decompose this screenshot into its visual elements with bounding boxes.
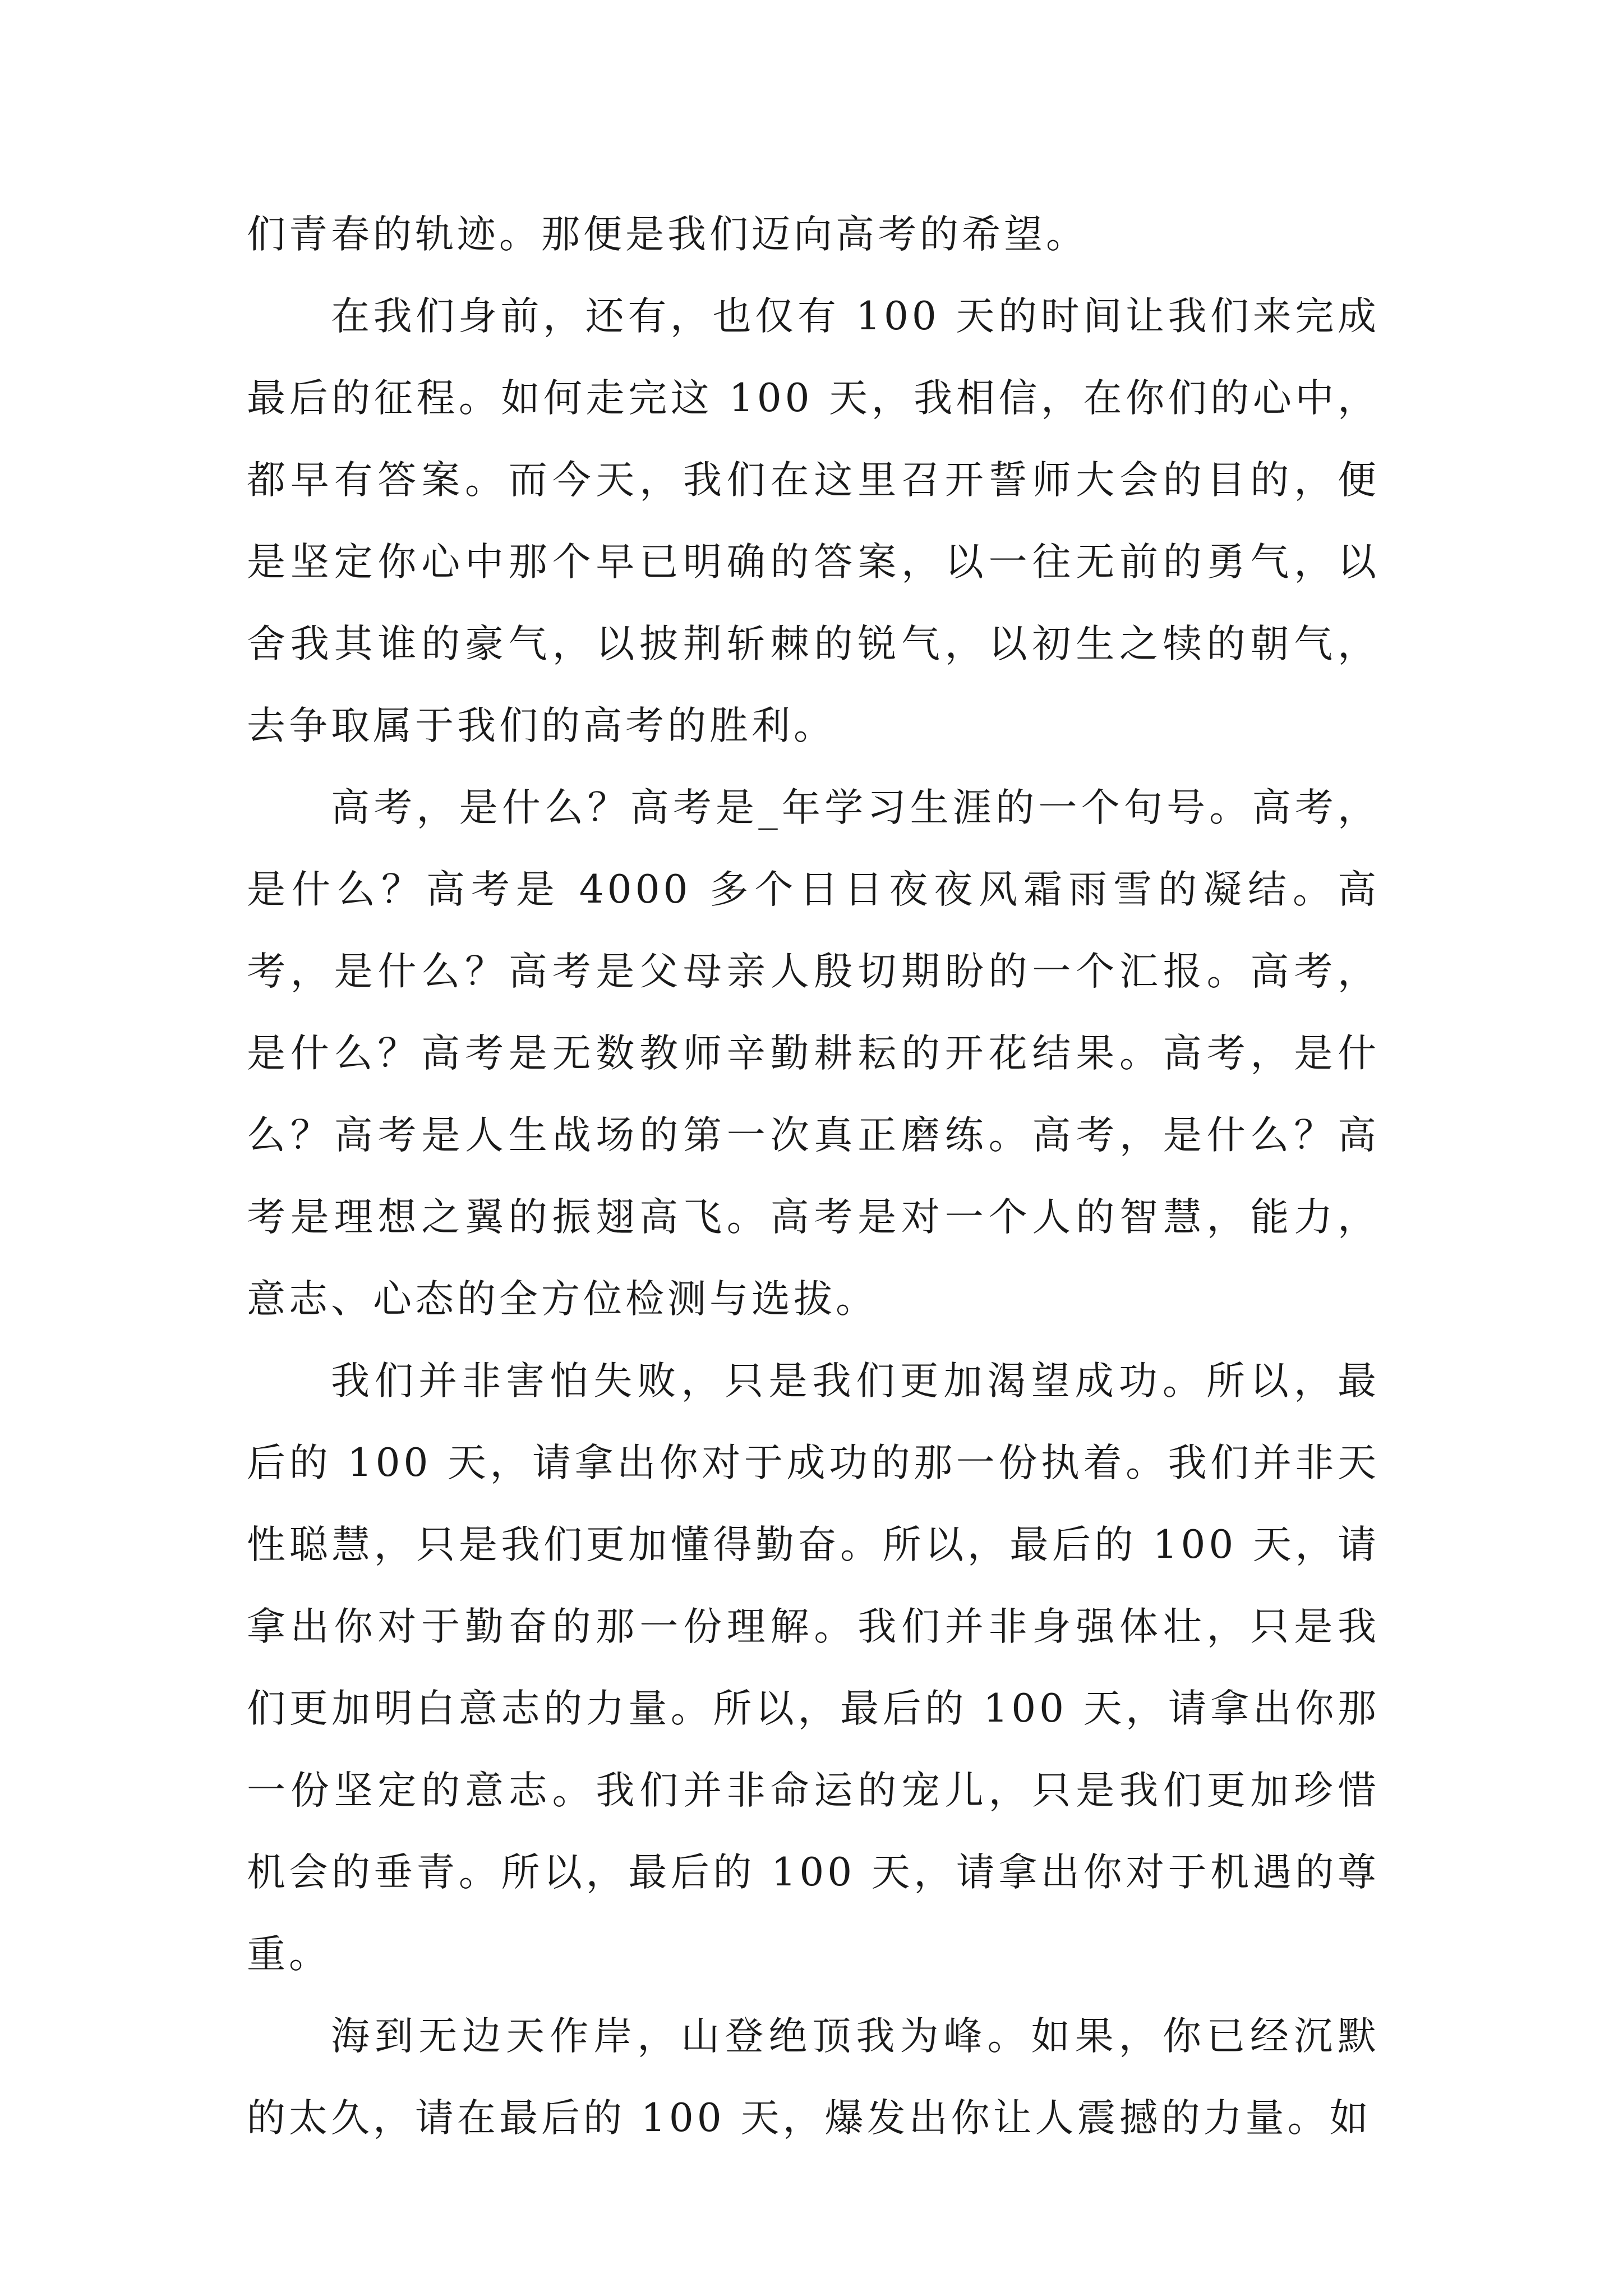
- paragraph-final-days: 在我们身前，还有，也仅有 100 天的时间让我们来完成最后的征程。如何走完这 100 天，我相信，在你们的心中，都早有答案。而今天，我们在这里召开誓师大会的目的，便是坚定你心中那个早已明确的答案，以一往无前的勇气，以舍我其谁的豪气，以披荆斩棘的锐气，以初生之犊的朝气，去争取属于我们的高考的胜利。: [247, 294, 1380, 748]
- paragraph-continuation: 们青春的轨迹。那便是我们迈向高考的希望。: [247, 212, 1088, 257]
- document-body: [247, 194, 1380, 2159]
- paragraph-sea-and-mountain: 海到无边天作岸，山登绝顶我为峰。如果，你已经沉默的太久，请在最后的 100 天，爆发出你让人震撼的力量。如: [247, 2014, 1380, 2141]
- paragraph-not-afraid-of-failure: 我们并非害怕失败，只是我们更加渴望成功。所以，最后的 100 天，请拿出你对于成功的那一份执着。我们并非天性聪慧，只是我们更加懂得勤奋。所以，最后的 100 天，请拿出你对于勤奋的那一份理解。我们并非身强体壮，只是我们更加明白意志的力量。所以，最后的 100 天，请拿出你那一份坚定的意志。我们并非命运的宠儿，只是我们更加珍惜机会的垂青。所以，最后的 100 天，请拿出你对于机遇的尊重。: [247, 1359, 1380, 1977]
- paragraph-what-is-gaokao: 高考，是什么？高考是_年学习生涯的一个句号。高考，是什么？高考是 4000 多个日日夜夜风霜雨雪的凝结。高考，是什么？高考是父母亲人殷切期盼的一个汇报。高考，是什么？高考是无数教师辛勤耕耘的开花结果。高考，是什么？高考是人生战场的第一次真正磨练。高考，是什么？高考是理想之翼的振翅高飞。高考是对一个人的智慧，能力，意志、心态的全方位检测与选拔。: [247, 785, 1380, 1322]
